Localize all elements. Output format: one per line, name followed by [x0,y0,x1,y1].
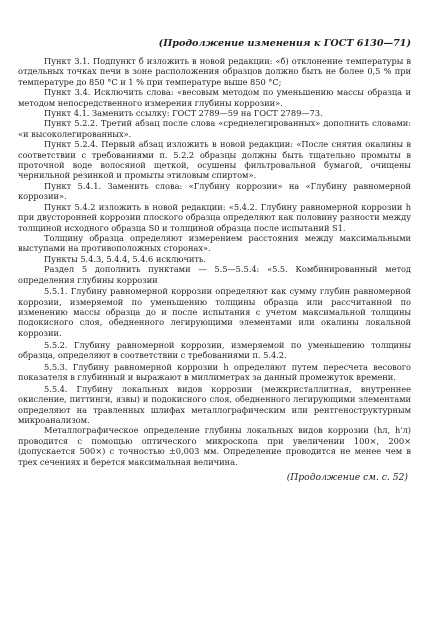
paragraph-9: Пункты 5.4.3, 5.4.4, 5.4.6 исключить. [44,253,206,264]
page-footer: (Продолжение см. с. 52) [286,472,408,484]
paragraph-11: 5.5.1. Глубину равномерной коррозии определяют как сумму глубин равномерной коррозии, измеряемой по уменьшению толщины образца или рассчитанной по изменению массы образца до и после испытания с учетом максимальной толщины подокисного слоя, обедненного легирующими элементами или окалины локальной коррозии. [18,286,411,338]
paragraph-3: Пункт 4.1. Заменить ссылку: ГОСТ 2789—59 на ГОСТ 2789—73. [44,108,323,119]
paragraph-1: Пункт 3.1. Подпункт б изложить в новой редакции: «б) отклонение температуры в отдельных точках печи в зоне расположения образцов должно быть не более 0,5 % при температуре до 850 °С и 1 % при температуре выше 850 °С; [18,56,411,87]
paragraph-14: 5.5.4. Глубину локальных видов коррозии (межкристаллитная, внутреннее окисление, питтинги, язвы) и подокисного слоя, обедненного легирующими элементами определяют на травленных шлифах металлографическим или рентгеноструктурным микроанализом. [18,383,411,425]
paragraph-2: Пункт 3.4. Исключить слова: «весовым методом по уменьшению массы образца и методом непосредственного измерения глубины коррозии». [18,87,411,108]
paragraph-5: Пункт 5.2.4. Первый абзац изложить в новой редакции: «После снятия окалины в соответствии с требованиями п. 5.2.2 образцы должны быть тщательно промыты в проточной воде волосяной щеткой, осушены фильтровальной бумагой, очищены чернильной резинкой и промыты этиловым спиртом». [18,139,411,181]
paragraph-10: Раздел 5 дополнить пунктами — 5.5—5.5.4: «5.5. Комбинированный метод определения глубины коррозии [18,264,411,285]
page-header: (Продолжение изменения к ГОСТ 6130—71) [158,38,411,49]
paragraph-12: 5.5.2. Глубину равномерной коррозии, измеряемой по уменьшению толщины образца, определяют в соответствии с требованиями п. 5.4.2. [18,339,411,360]
paragraph-7: Пункт 5.4.2 изложить в новой редакции: «5.4.2. Глубину равномерной коррозии h при двусторонней коррозии плоского образца определяют как половину разности между толщиной исходного образца S0 и толщиной образца после испытаний S1. [18,201,411,233]
paragraph-13: 5.5.3. Глубину равномерной коррозии h определяют путем пересчета весового показателя в глубинный и выражают в миллиметрах за данный промежуток времени. [18,361,411,383]
paragraph-15: Металлографическое определение глубины локальных видов коррозии (hл, h'л) проводится с помощью оптического микроскопа при увеличении 100×, 200× (допускается 500×) с точностью ±0,003 мм. Определение проводится не менее чем в трех сечениях и берется максимальная величина. [18,425,411,467]
paragraph-8: Толщину образца определяют измерением расстояния между максимальными выступами на противоположных сторонах». [18,232,411,254]
paragraph-6: Пункт 5.4.1. Заменить слова: «Глубину коррозии» на «Глубину равномерной коррозии». [18,180,411,202]
paragraph-4: Пункт 5.2.2. Третий абзац после слова «среднелегированных» дополнить словами: «и высоколегированных». [18,118,411,139]
